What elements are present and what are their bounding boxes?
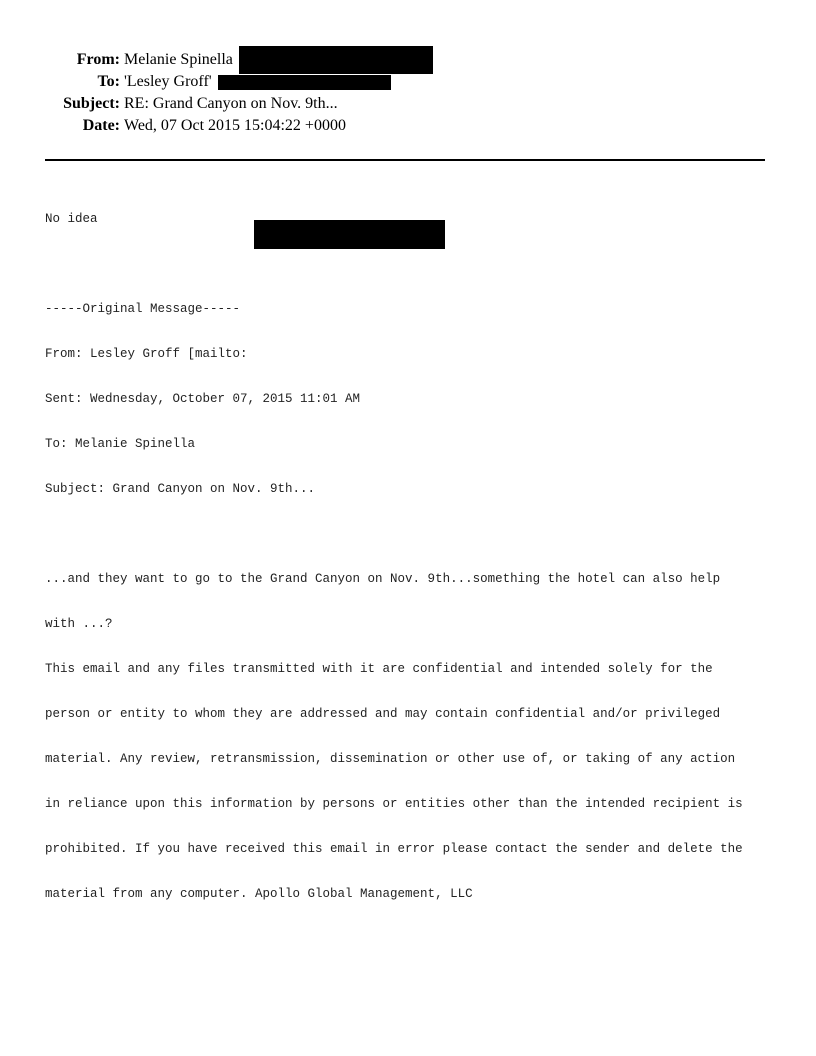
disclaimer-line: This email and any files transmitted with it are confidential and intended solely for the — [45, 662, 713, 676]
spacer — [45, 257, 775, 272]
redaction-box — [218, 75, 391, 90]
original-to-line: To: Melanie Spinella — [45, 437, 196, 451]
date-row — [0, 115, 816, 137]
header-divider — [45, 159, 765, 161]
body-line: with ...? — [45, 617, 113, 631]
disclaimer-line: material from any computer. Apollo Global Management, LLC — [45, 887, 473, 901]
original-subject-line: Subject: Grand Canyon on Nov. 9th... — [45, 482, 316, 496]
disclaimer-line: prohibited. If you have received this email in error please contact the sender and delete the — [45, 842, 743, 856]
from-row — [0, 49, 816, 71]
redaction-box — [254, 220, 445, 249]
spacer — [45, 527, 775, 542]
to-value — [124, 71, 391, 93]
date-label: Date: — [82, 117, 120, 134]
message-body — [45, 182, 775, 947]
body-line: ...and they want to go to the Grand Canyon on Nov. 9th...something the hotel can also help — [45, 572, 721, 586]
disclaimer-line: in reliance upon this information by persons or entities other than the intended recipient is — [45, 797, 743, 811]
subject-label: Subject: — [63, 95, 120, 112]
original-from-line: From: Lesley Groff [mailto: — [45, 347, 248, 361]
from-name: Melanie Spinella — [124, 51, 233, 68]
from-label: From: — [76, 51, 120, 68]
to-label: To: — [97, 73, 120, 90]
subject-row — [0, 93, 816, 115]
date-value: Wed, 07 Oct 2015 15:04:22 +0000 — [124, 117, 346, 134]
subject-value: RE: Grand Canyon on Nov. 9th... — [124, 95, 338, 112]
to-name: 'Lesley Groff' — [124, 73, 212, 90]
original-message-marker: -----Original Message----- — [45, 302, 241, 316]
disclaimer-line: person or entity to whom they are addressed and may contain confidential and/or privileged — [45, 707, 721, 721]
disclaimer-line: material. Any review, retransmission, dissemination or other use of, or taking of any action — [45, 752, 736, 766]
redaction-box — [239, 46, 433, 74]
original-sent-line: Sent: Wednesday, October 07, 2015 11:01 AM — [45, 392, 361, 406]
reply-text: No idea — [45, 212, 98, 226]
email-header — [0, 49, 816, 137]
to-row — [0, 71, 816, 93]
